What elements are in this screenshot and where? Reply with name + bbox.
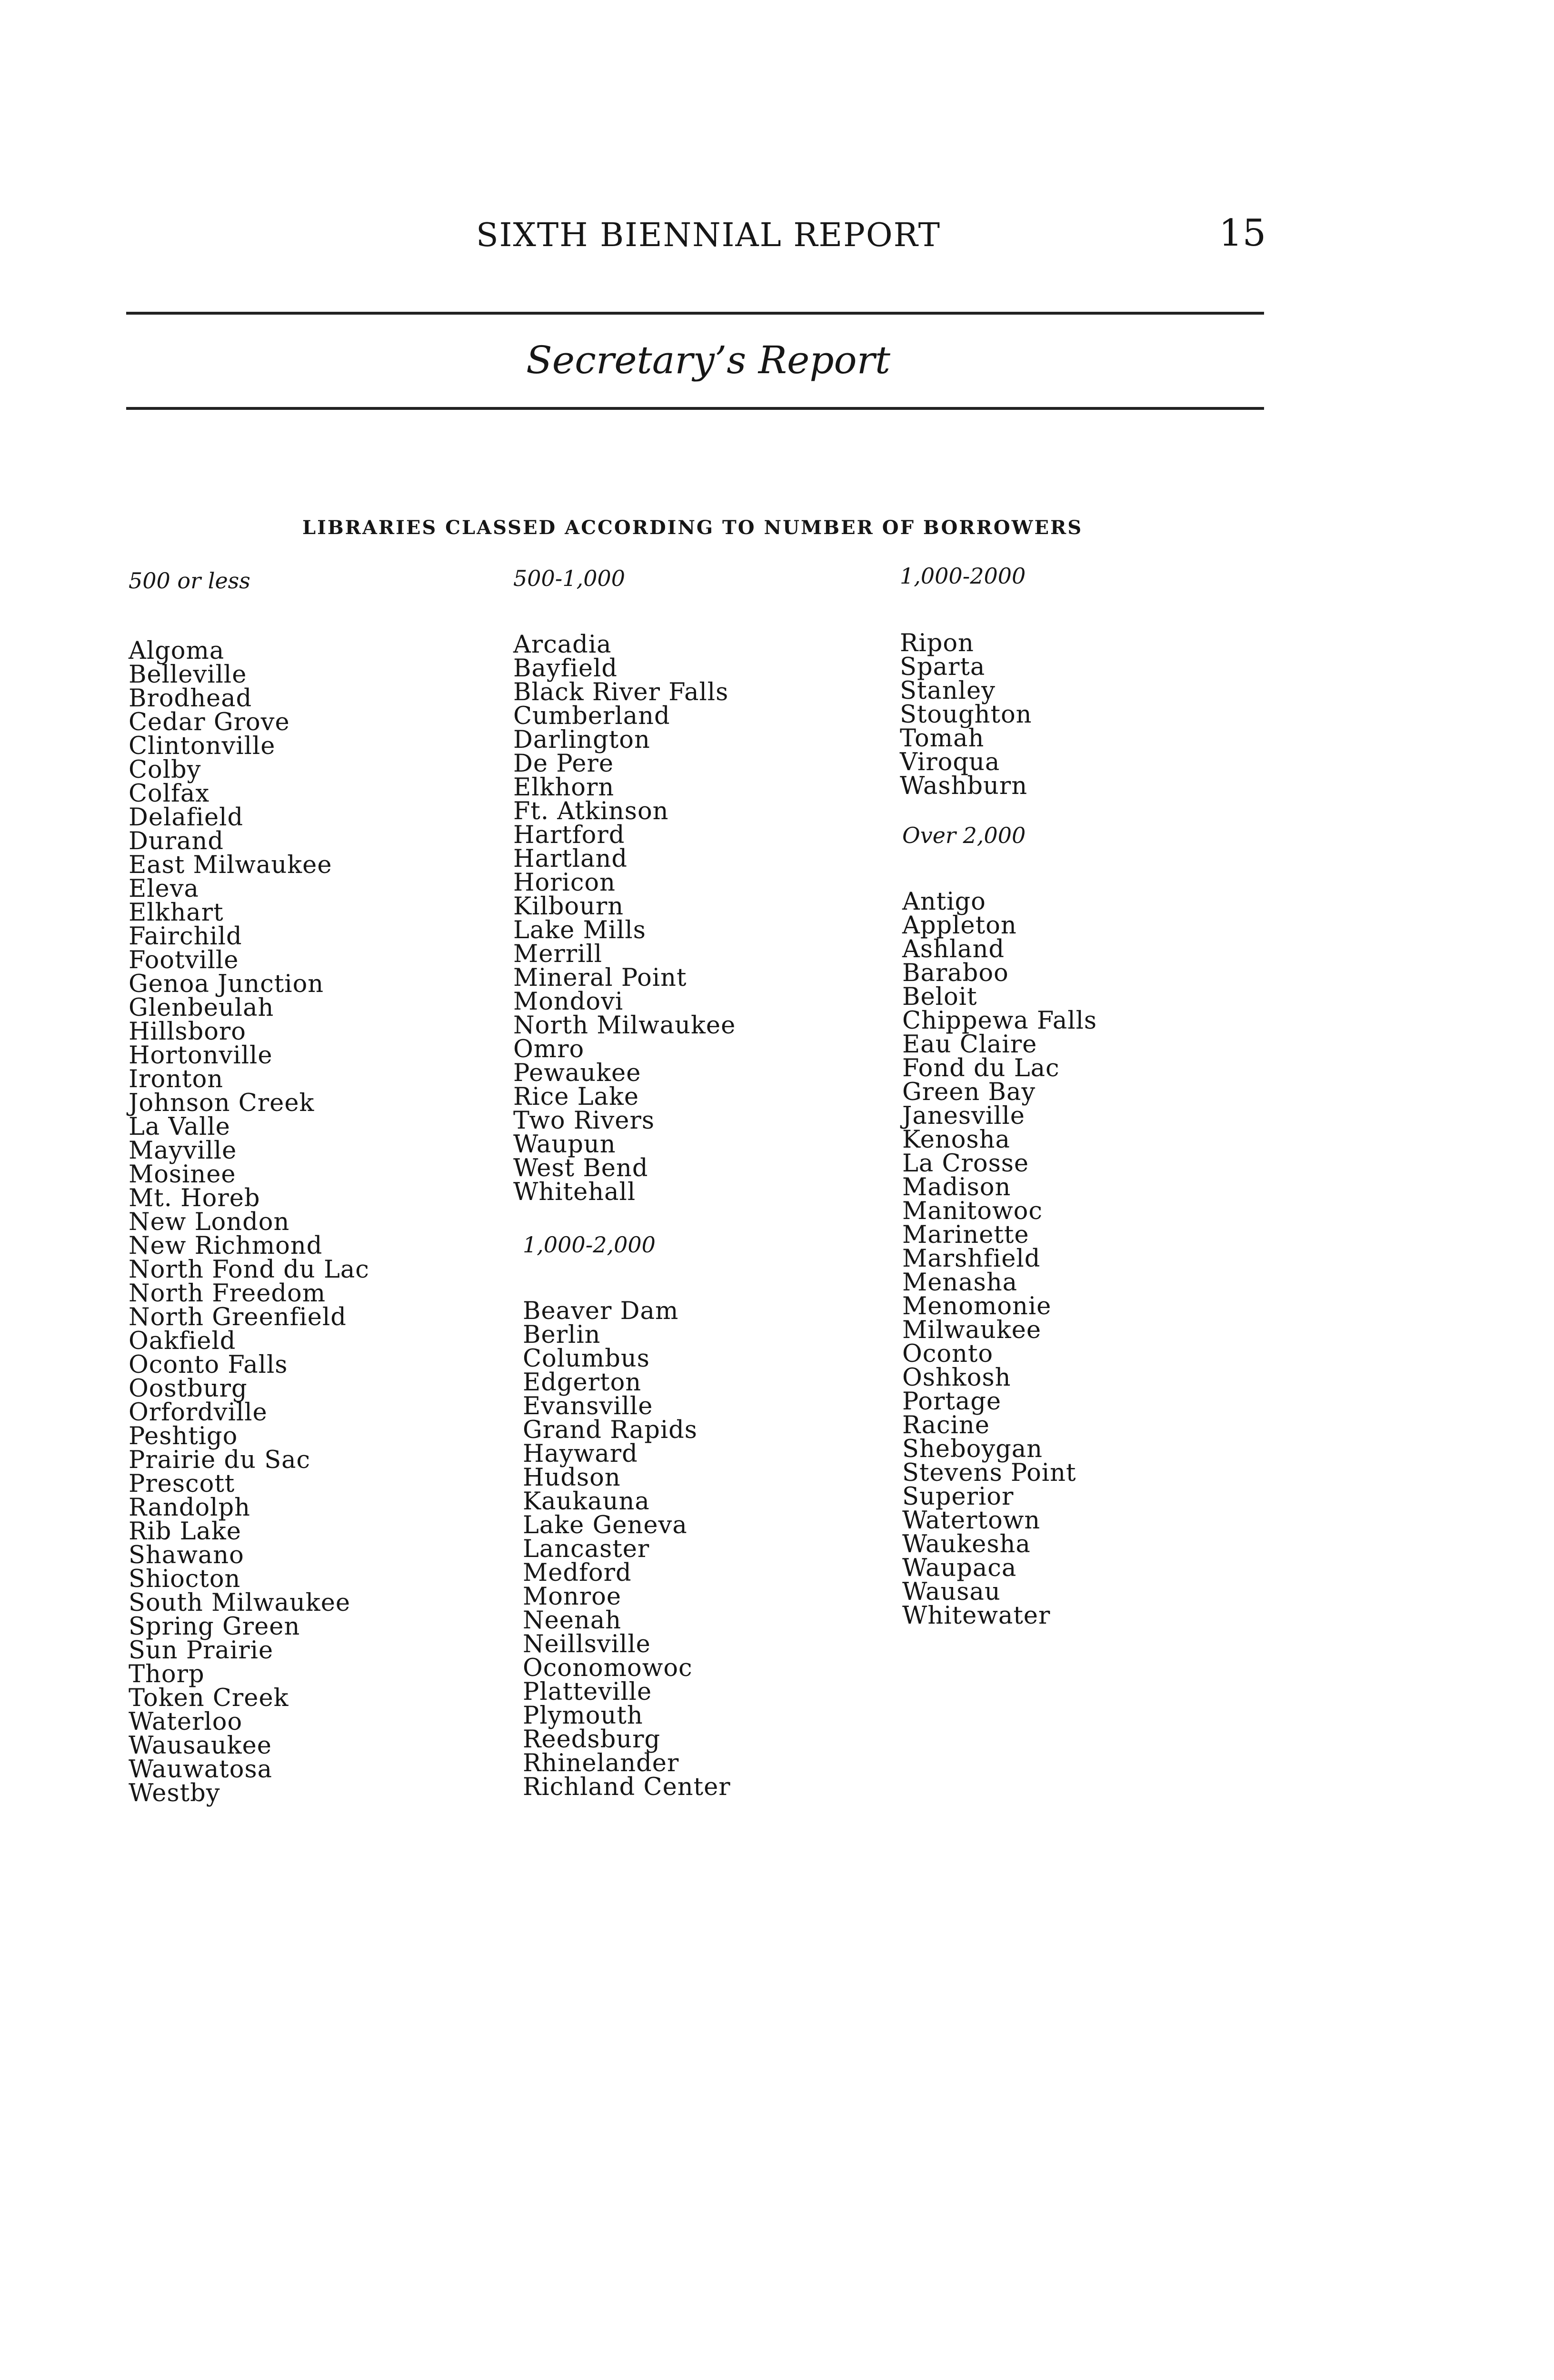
library-name: Horicon <box>513 869 616 897</box>
library-name: Omro <box>513 1035 585 1063</box>
library-name: Beaver Dam <box>523 1297 679 1325</box>
library-name: Ashland <box>902 935 1005 963</box>
library-name: Milwaukee <box>902 1316 1042 1344</box>
library-name: Mt. Horeb <box>129 1184 260 1212</box>
table-title: LIBRARIES CLASSED ACCORDING TO NUMBER OF BORROWERS <box>302 516 1083 539</box>
library-name: Kaukauna <box>523 1488 650 1516</box>
library-name: Randolph <box>129 1494 250 1522</box>
library-name: Superior <box>902 1483 1014 1511</box>
library-name: Westby <box>129 1779 220 1807</box>
library-name: Madison <box>902 1173 1011 1201</box>
library-name: Wausaukee <box>129 1732 272 1760</box>
library-name: Genoa Junction <box>129 970 324 998</box>
library-name: La Crosse <box>902 1150 1029 1178</box>
library-name: Wausau <box>902 1578 1001 1606</box>
library-name: Baraboo <box>902 959 1009 987</box>
column-over-2000 <box>902 823 1097 1628</box>
library-name: Fairchild <box>129 922 242 951</box>
library-name: Oconomowoc <box>523 1654 693 1682</box>
library-name: Elkhorn <box>513 774 615 802</box>
library-name: Racine <box>902 1411 990 1439</box>
library-name: Antigo <box>902 888 986 916</box>
library-name: Wauwatosa <box>129 1755 273 1784</box>
library-name: Platteville <box>523 1678 652 1706</box>
library-name: Berlin <box>523 1321 601 1349</box>
library-list <box>513 633 736 1204</box>
library-name: Elkhart <box>129 899 224 927</box>
library-name: Waupun <box>513 1130 616 1159</box>
library-name: Hudson <box>523 1464 621 1492</box>
library-name: Belleville <box>129 661 247 689</box>
library-name: Lancaster <box>523 1535 650 1563</box>
library-name: Orfordville <box>129 1398 268 1427</box>
library-name: Portage <box>902 1388 1002 1416</box>
library-name: Waterloo <box>129 1708 243 1736</box>
library-list <box>129 639 369 1805</box>
library-name: North Greenfield <box>129 1303 347 1331</box>
library-name: Shiocton <box>129 1565 241 1593</box>
library-name: Delafield <box>129 803 244 832</box>
library-name: Whitewater <box>902 1602 1051 1630</box>
library-name: Oconto Falls <box>129 1351 288 1379</box>
library-name: East Milwaukee <box>129 851 332 879</box>
library-list <box>523 1299 731 1799</box>
library-name: Clintonville <box>129 732 276 760</box>
library-name: North Fond du Lac <box>129 1256 369 1284</box>
library-name: New London <box>129 1208 290 1236</box>
library-name: Black River Falls <box>513 678 729 706</box>
library-name: Neillsville <box>523 1630 651 1658</box>
library-name: Lake Geneva <box>523 1511 687 1539</box>
library-name: Lake Mills <box>513 916 646 944</box>
library-name: Washburn <box>900 772 1028 800</box>
library-name: Darlington <box>513 726 650 754</box>
column-1000-2000-right <box>900 564 1032 798</box>
library-name: Stoughton <box>900 701 1032 729</box>
library-name: Eleva <box>129 875 199 903</box>
column-heading: 500-1,000 <box>513 565 626 591</box>
library-name: Algoma <box>129 637 225 665</box>
library-name: Grand Rapids <box>523 1416 697 1444</box>
library-name: Hillsboro <box>129 1018 247 1046</box>
library-name: Kenosha <box>902 1126 1010 1154</box>
library-name: Manitowoc <box>902 1197 1043 1225</box>
library-name: Bayfield <box>513 654 618 683</box>
library-name: Watertown <box>902 1507 1041 1535</box>
library-name: Brodhead <box>129 684 252 713</box>
library-name: Rice Lake <box>513 1083 639 1111</box>
library-name: Menomonie <box>902 1292 1052 1320</box>
library-name: Johnson Creek <box>129 1089 315 1117</box>
library-name: Monroe <box>523 1583 622 1611</box>
library-name: North Freedom <box>129 1279 326 1308</box>
library-name: Shawano <box>129 1541 244 1569</box>
column-500-or-less <box>129 569 369 1805</box>
library-name: Hartford <box>513 821 625 849</box>
library-name: North Milwaukee <box>513 1012 736 1040</box>
library-name: Mineral Point <box>513 964 687 992</box>
library-name: Richland Center <box>523 1773 731 1801</box>
library-name: Hartland <box>513 845 628 873</box>
library-name: New Richmond <box>129 1232 323 1260</box>
library-name: Sheboygan <box>902 1435 1043 1463</box>
library-name: Spring Green <box>129 1613 300 1641</box>
library-name: Chippewa Falls <box>902 1007 1097 1035</box>
library-name: Marshfield <box>902 1245 1041 1273</box>
library-name: Fond du Lac <box>902 1054 1060 1082</box>
library-name: Eau Claire <box>902 1031 1037 1059</box>
library-name: Prescott <box>129 1470 235 1498</box>
library-name: Stanley <box>900 677 996 705</box>
column-heading: 1,000-2000 <box>900 563 1026 589</box>
library-name: Thorp <box>129 1660 205 1688</box>
library-name: Marinette <box>902 1221 1029 1249</box>
library-name: Tomah <box>900 724 985 753</box>
library-name: Ft. Atkinson <box>513 797 669 825</box>
library-name: Beloit <box>902 983 977 1011</box>
page-number: 15 <box>1219 212 1266 255</box>
library-list <box>900 629 1032 800</box>
library-name: Sparta <box>900 653 986 681</box>
library-name: Plymouth <box>523 1702 643 1730</box>
library-name: Pewaukee <box>513 1059 641 1087</box>
library-name: Colby <box>129 756 201 784</box>
library-name: Hayward <box>523 1440 638 1468</box>
bottom-rule <box>126 407 1264 410</box>
library-name: Oshkosh <box>902 1364 1011 1392</box>
library-name: Durand <box>129 827 224 855</box>
library-name: Two Rivers <box>513 1107 655 1135</box>
library-name: Hortonville <box>129 1041 273 1070</box>
library-name: Rhinelander <box>523 1749 679 1777</box>
library-name: Oconto <box>902 1340 994 1368</box>
library-name: Edgerton <box>523 1368 642 1397</box>
column-1000-2000-middle <box>523 1233 731 1799</box>
library-name: Mosinee <box>129 1160 236 1189</box>
library-name: West Bend <box>513 1154 648 1182</box>
library-name: Neenah <box>523 1606 622 1635</box>
library-name: Columbus <box>523 1345 650 1373</box>
library-name: Mondovi <box>513 988 624 1016</box>
column-heading: Over 2,000 <box>902 823 1026 848</box>
library-name: Appleton <box>902 912 1017 940</box>
library-name: Arcadia <box>513 631 612 659</box>
library-name: Ironton <box>129 1065 224 1093</box>
column-heading: 1,000-2,000 <box>523 1232 656 1258</box>
library-name: Cumberland <box>513 702 670 730</box>
library-name: Menasha <box>902 1269 1018 1297</box>
library-name: Evansville <box>523 1392 653 1420</box>
library-name: Peshtigo <box>129 1422 238 1450</box>
library-name: Viroqua <box>900 748 1000 776</box>
library-name: Cedar Grove <box>129 708 290 736</box>
library-name: Sun Prairie <box>129 1636 274 1665</box>
library-name: Footville <box>129 946 239 974</box>
library-name: Prairie du Sac <box>129 1446 311 1474</box>
library-name: Whitehall <box>513 1178 636 1206</box>
library-name: Janesville <box>902 1102 1025 1130</box>
report-title: SIXTH BIENNIAL REPORT <box>476 217 941 254</box>
library-name: Reedsburg <box>523 1726 661 1754</box>
column-500-1000 <box>513 566 736 1204</box>
library-name: La Valle <box>129 1113 230 1141</box>
library-name: Colfax <box>129 780 210 808</box>
library-name: Mayville <box>129 1137 237 1165</box>
library-list <box>902 890 1097 1628</box>
library-name: De Pere <box>513 750 614 778</box>
library-name: Stevens Point <box>902 1459 1076 1487</box>
library-name: Token Creek <box>129 1684 289 1712</box>
library-name: Rib Lake <box>129 1517 241 1546</box>
column-heading: 500 or less <box>129 568 250 594</box>
library-name: Ripon <box>900 629 974 657</box>
library-name: Kilbourn <box>513 892 624 921</box>
library-name: Merrill <box>513 940 603 968</box>
library-name: Waukesha <box>902 1530 1031 1558</box>
library-name: Oakfield <box>129 1327 236 1355</box>
library-name: Medford <box>523 1559 632 1587</box>
library-name: Waupaca <box>902 1554 1017 1582</box>
library-name: Oostburg <box>129 1375 248 1403</box>
library-name: Glenbeulah <box>129 994 274 1022</box>
top-rule <box>126 312 1264 315</box>
section-title: Secretary’s Report <box>526 338 891 382</box>
library-name: South Milwaukee <box>129 1589 351 1617</box>
library-name: Green Bay <box>902 1078 1036 1106</box>
